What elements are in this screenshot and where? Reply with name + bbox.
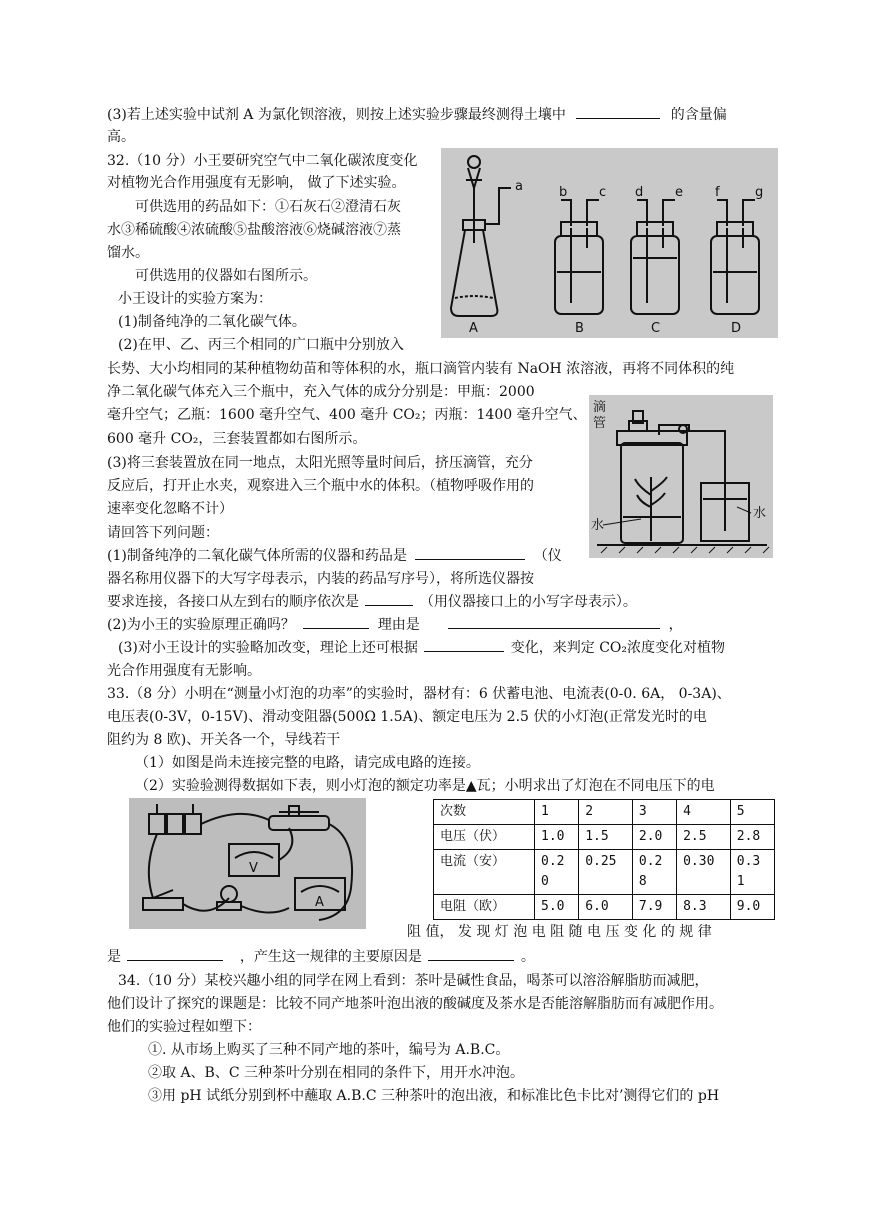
text: ， <box>668 617 683 633</box>
text-line: 馏水。 <box>107 245 149 261</box>
text-line: 高。 <box>107 129 135 145</box>
text-line: ①. 从市场上购买了三种不同产地的茶叶，编号为 A.B.C。 <box>148 1042 510 1058</box>
row-label-cell: 电流（安） <box>434 850 535 895</box>
text-line: （2）实验验测得数据如下表，则小灯泡的额定功率是▲瓦；小明求出了灯泡在不同电压下的电 <box>135 778 715 794</box>
table-cell: 0.3 1 <box>730 850 774 895</box>
answer-blank[interactable] <box>303 614 369 629</box>
table-cell: 6.0 <box>579 895 633 920</box>
answer-blank[interactable] <box>576 104 660 119</box>
water-label-right: 水 <box>753 506 767 521</box>
text: 的含量偏 <box>670 107 727 123</box>
device-label-d: D <box>731 321 742 336</box>
text-line: 阻 值， 发 现 灯 泡 电 阻 随 电 压 变 化 的 规 律 <box>407 924 712 940</box>
data-table <box>433 799 775 920</box>
text-line: 请回答下列问题： <box>107 525 219 541</box>
table-cell: 0.2 8 <box>632 850 676 895</box>
text: ，产生这一规律的主要原因是 <box>239 949 422 965</box>
table-cell: 0.25 <box>579 850 633 895</box>
table-row <box>434 850 775 895</box>
text-line: 600 毫升 CO₂，三套装置都如右图所示。 <box>107 431 367 447</box>
plant-setup-figure <box>589 395 773 558</box>
device-label-b: B <box>575 321 584 336</box>
text-line: 长势、大小均相同的某种植物幼苗和等体积的水，瓶口滴管内装有 NaOH 浓溶液，再将不同体积的纯 <box>107 361 735 377</box>
text-line: 阻约为 8 欧)、开关各一个，导线若干 <box>107 732 341 748</box>
voltmeter-symbol: V <box>249 861 258 876</box>
text: 要求连接，各接口从左到右的顺序依次是 <box>107 594 359 610</box>
table-cell: 2.5 <box>677 825 731 850</box>
text-line: （1）如图是尚未连接完整的电路，请完成电路的连接。 <box>135 755 480 771</box>
table-cell: 2.0 <box>632 825 676 850</box>
table-cell: 4 <box>677 800 731 825</box>
text-line: 光合作用强度有无影响。 <box>107 663 261 679</box>
table-row <box>434 825 775 850</box>
table-row <box>434 895 775 920</box>
port-label-c: c <box>599 185 607 200</box>
table-cell: 8.3 <box>677 895 731 920</box>
table-cell: 1 <box>535 800 579 825</box>
text-line: 器名称用仪器下的大写字母表示，内装的药品写序号），将所选仪器按 <box>107 571 534 587</box>
answer-blank[interactable] <box>415 545 525 560</box>
text-line: 反应后，打开止水夹，观察进入三个瓶中水的体积。（植物呼吸作用的 <box>107 478 534 494</box>
q34-heading: 34.（10 分）某校兴趣小组的同学在网上看到：茶叶是碱性食品，喝茶可以溶浴解脂肪而减肥， <box>118 973 709 989</box>
text-line: 速率变化忽略不计） <box>107 501 233 517</box>
port-label-f: f <box>715 185 720 200</box>
circuit-figure <box>129 798 366 929</box>
text-line: (1)制备纯净的二氧化碳气体。 <box>118 314 306 330</box>
text-line: 电压表(0-3V，0-15V)、滑动变阻器(500Ω 1.5A)、额定电压为 2.5 伏的小灯泡(正常发光时的电 <box>107 709 707 725</box>
port-label-b: b <box>559 185 568 200</box>
row-label-cell: 电压（伏） <box>434 825 535 850</box>
dropper-label: 滴 <box>593 400 607 415</box>
text-line: 净二氧化碳气体充入三个瓶中，充入气体的成分分别是：甲瓶：2000 <box>107 384 535 400</box>
table-cell: 1.5 <box>579 825 633 850</box>
q32-answer4-line <box>118 637 725 659</box>
q31-part3-line <box>107 104 727 126</box>
text-line: 对植物光合作用强度有无影响， 做了下述实验。 <box>107 175 406 191</box>
dropper-label: 管 <box>593 416 607 431</box>
apparatus-figure <box>441 148 778 338</box>
table-cell: 9.0 <box>730 895 774 920</box>
text-line: 可供选用的仪器如右图所示。 <box>135 268 317 284</box>
circuit-drawing <box>129 798 366 929</box>
answer-blank[interactable] <box>365 591 413 606</box>
text: 。 <box>520 949 535 965</box>
table-cell: 1.0 <box>535 825 579 850</box>
text-line: 他们设计了探究的课题是：比较不同产地茶叶泡出液的酸碱度及茶水是否能溶解脂肪而有减肥作用。 <box>107 996 723 1012</box>
port-label-d: d <box>635 185 644 200</box>
answer-blank[interactable] <box>448 614 660 629</box>
text: 理由是 <box>377 617 420 633</box>
q33-heading: 33.（8 分）小明在“测量小灯泡的功率”的实验时，器材有：6 伏蓄电池、电流表(0-0. 6A， 0-3A)、 <box>107 686 731 702</box>
q32-answer1-line <box>107 545 562 567</box>
text-line: 毫升空气；乙瓶：1600 毫升空气、400 毫升 CO₂；丙瓶：1400 毫升空气、 <box>107 407 587 423</box>
table-cell: 3 <box>632 800 676 825</box>
table-cell: 2.8 <box>730 825 774 850</box>
table-row <box>434 800 775 825</box>
plant-setup-drawing <box>589 395 773 558</box>
port-label-a: a <box>515 179 523 194</box>
table-cell: 5.0 <box>535 895 579 920</box>
table-body <box>434 800 775 920</box>
q33-answer-line <box>107 946 535 968</box>
row-label-cell: 次数 <box>434 800 535 825</box>
text: 变化，来判定 CO₂浓度变化对植物 <box>510 640 726 656</box>
answer-blank[interactable] <box>127 946 223 961</box>
table-cell: 5 <box>730 800 774 825</box>
q32-answer2-line <box>107 591 637 613</box>
text-line: (2)在甲、乙、丙三个相同的广口瓶中分别放入 <box>118 337 404 353</box>
table-cell: 0.30 <box>677 850 731 895</box>
text-line: 水③稀硫酸④浓硫酸⑤盐酸溶液⑥烧碱溶液⑦蒸 <box>107 222 401 238</box>
port-label-e: e <box>675 185 683 200</box>
text: (2)为小王的实验原理正确吗？ <box>107 617 295 633</box>
answer-blank[interactable] <box>428 946 514 961</box>
text-line: 他们的实验过程如塑下： <box>107 1019 261 1035</box>
water-label-left: 水 <box>591 518 605 533</box>
row-label-cell: 电阻（欧） <box>434 895 535 920</box>
text-line: ②取 A、B、C 三种茶叶分别在相同的条件下，用开水冲泡。 <box>148 1065 525 1081</box>
table-cell: 2 <box>579 800 633 825</box>
q32-answer3-line <box>107 614 683 636</box>
q32-heading: 32.（10 分）小王要研究空气中二氧化碳浓度变化 <box>107 153 418 169</box>
answer-blank[interactable] <box>424 637 504 652</box>
text: （用仪器接口上的小写字母表示）。 <box>419 594 637 610</box>
device-label-a: A <box>469 321 478 336</box>
device-label-c: C <box>651 321 661 336</box>
text: 是 <box>107 949 121 965</box>
apparatus-drawing <box>441 148 778 338</box>
text-line: 可供选用的药品如下：①石灰石②澄清石灰 <box>135 199 401 215</box>
text: (3)若上述实验中试剂 A 为氯化钡溶液，则按上述实验步骤最终测得土壤中 <box>107 107 566 123</box>
table-cell: 0.2 0 <box>535 850 579 895</box>
text-line: ③用 pH 试纸分别到杯中蘸取 A.B.C 三种茶叶的泡出液，和标准比色卡比对’测得它们的 pH <box>148 1088 720 1104</box>
text-line: 小王设计的实验方案为： <box>118 291 272 307</box>
text: (1)制备纯净的二氧化碳气体所需的仪器和药品是 <box>107 548 407 564</box>
ammeter-symbol: A <box>315 895 324 910</box>
text: (3)对小王设计的实验略加改变，理论上还可根据 <box>118 640 418 656</box>
port-label-g: g <box>755 185 764 200</box>
table-cell: 7.9 <box>632 895 676 920</box>
text: （仪 <box>533 548 562 564</box>
text-line: (3)将三套装置放在同一地点，太阳光照等量时间后，挤压滴管，充分 <box>107 455 533 471</box>
